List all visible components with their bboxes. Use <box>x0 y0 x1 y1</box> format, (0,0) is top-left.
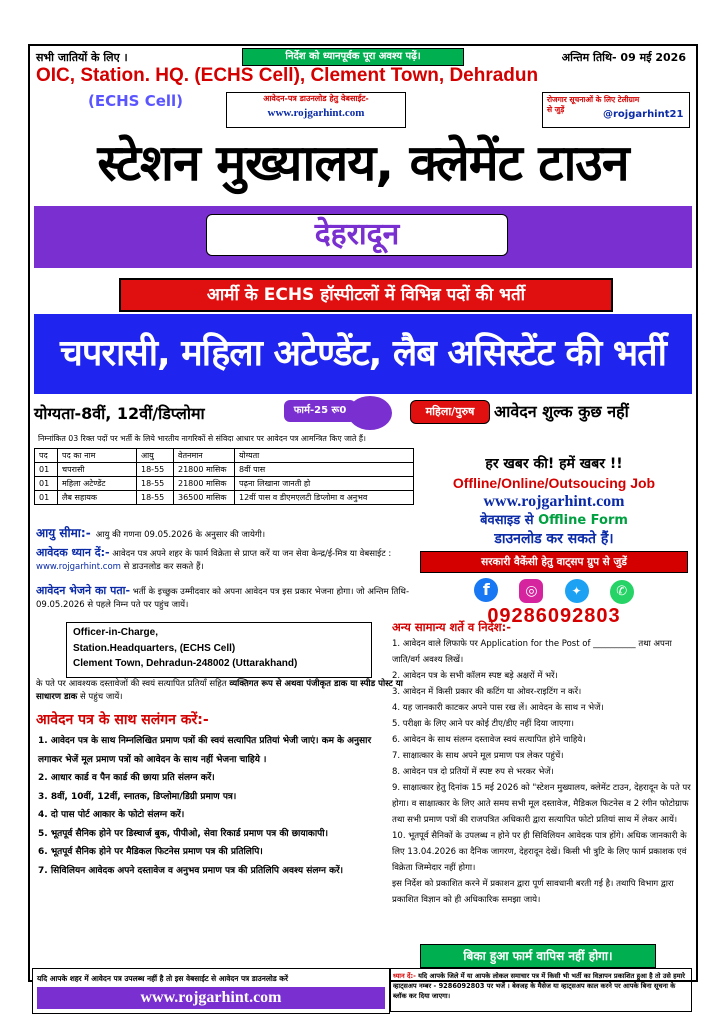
table-cell: लैब सहायक <box>58 491 137 505</box>
age-limit-section <box>36 522 412 541</box>
list-item: इस निर्देश को प्रकाशित करने में प्रकाशन द्वारा पूर्ण सावधानी बरती गई है। तथापि विभाग द्वारा प्रकाशित विज्ञान को ही अधिकारिक समझा जाये। <box>392 879 674 905</box>
intro-line: निम्नांकित 03 रिक्त पदों पर भर्ती के लिये भारतीय नागरिकों से संविदा आधार पर आवेदन पत्र आमन्त्रित किए जाते हैं। <box>38 434 366 443</box>
form-fee: फार्म-25 रू0 <box>284 400 356 422</box>
table-cell: 8वीं पास <box>235 463 414 477</box>
list-item: 2. आधार कार्ड व पैन कार्ड की छाया प्रति संलग्न करें। <box>38 773 215 783</box>
table-cell: 01 <box>35 477 58 491</box>
notice-frame <box>28 44 698 1006</box>
last-date: अन्तिम तिथि- 09 मई 2026 <box>561 51 686 64</box>
table-cell: चपरासी <box>58 463 137 477</box>
address-intro <box>36 584 412 612</box>
telegram-box <box>542 92 690 128</box>
table-cell: 18-55 <box>137 463 174 477</box>
table-row <box>35 477 414 491</box>
list-item: 3. 8वीं, 10वीं, 12वीं, स्नातक, डिप्लोमा/डिग्री प्रमाण पत्र। <box>38 791 237 802</box>
twitter-icon[interactable]: ✦ <box>565 579 589 603</box>
address-after-b: व्यक्तिगत रूप से अथवा पंजीकृत डाक या स्पीड पोस्ट या साधारण डाक <box>36 679 403 702</box>
list-item: 9. साक्षात्कार हेतु दिनांक 15 मई 2026 को "स्टेशन मुख्यालय, क्लेमेंट टाउन, देहरादून के पते पर होगा। व साक्षात्कार के लिए आते समय सभी मूल दस्तावेज, मैडिकल फिटनेस व 2 रंगीन फोटोग्राफ तथा सभी प्रमाण पत्रों की राजपत्रित अधिकारी द्वारा सत्यापित फोटो प्रतियां साथ में लेकर आयें। <box>392 783 691 825</box>
applicant-note-label: आवेदक ध्यान दें:- <box>36 546 110 559</box>
org-english: OIC, Station. HQ. (ECHS Cell), Clement Town, Dehradun <box>36 65 539 86</box>
footer-website[interactable]: www.rojgarhint.com <box>37 987 385 1009</box>
table-cell: 01 <box>35 491 58 505</box>
promo-line4: डाउनलोड कर सकते हैं। <box>494 531 614 547</box>
address-after-a: के पते पर आवश्यक दस्तावेजों की स्वयं सत्यापित प्रतियाँ सहित <box>36 679 227 689</box>
promo-line1: हर खबर की! हमें खबर !! <box>485 456 623 472</box>
download-website[interactable]: www.rojgarhint.com <box>267 107 365 119</box>
table-cell: पढ़ना लिखाना जानती हो <box>235 477 414 491</box>
table-row <box>35 491 414 505</box>
table-header: योग्यता <box>235 449 414 463</box>
conditions-list <box>392 636 692 908</box>
telegram-label: रोजगार सूचनाओं के लिए टेलीग्राम से जुड़ें <box>547 95 640 114</box>
for-all-castes: सभी जातियों के लिए । <box>36 51 128 64</box>
download-box <box>226 92 406 128</box>
instruction-banner: निर्देश को ध्यानपूर्वक पूरा अवश्य पढ़ें। <box>242 48 464 66</box>
download-label: आवेदन-पत्र डाउनलोड हेतु वेबसाईट- <box>263 94 369 103</box>
table-cell: महिला अटेण्डेंट <box>58 477 137 491</box>
purple-dot <box>348 396 392 430</box>
table-header: आयु <box>137 449 174 463</box>
list-item: 1. आवेदन पत्र के साथ निम्नलिखित प्रमाण पत्रों की स्वयं सत्यापित प्रतियां भेजी जाएं। कम के अनुसार लगाकर भेजें मूल प्रमाण पत्रों को आवेदन के साथ नहीं भेजना चाहिये । <box>38 736 372 765</box>
table-header: वेतनमान <box>174 449 235 463</box>
footer-note: यदि आपके शहर में आवेदन पत्र उपलब्ध नहीं है तो इस वेबसाईट से आवेदन पत्र डाउनलोड करें <box>37 974 288 983</box>
gender: महिला/पुरुष <box>410 400 490 424</box>
list-item: 4. यह जानकारी काटकर अपने पास रख लें। आवेदन के साथ न भेजें। <box>392 703 604 713</box>
whatsapp-banner[interactable]: सरकारी वैकेंसी हेतु वाट्सप ग्रुप से जुडें <box>420 551 688 573</box>
address-line: Clement Town, Dehradun-248002 (Uttarakhand) <box>73 658 298 669</box>
promo-website[interactable]: www.rojgarhint.com <box>483 493 625 510</box>
list-item: 5. परीक्षा के लिए आने पर कोई टीए/डीए नहीं दिया जाएगा। <box>392 719 574 729</box>
list-item: 7. सिविलियन आवेदक अपने दस्तावेज व अनुभव प्रमाण पत्र की प्रतिलिपि अवश्य संलग्न करें। <box>38 865 344 876</box>
posts-table <box>34 448 414 505</box>
not-returned-banner: बिका हुआ फार्म वापिस नहीं होगा। <box>420 944 656 968</box>
table-cell: 36500 मासिक <box>174 491 235 505</box>
whatsapp-icon[interactable]: ✆ <box>610 580 634 604</box>
promo-line3b: Offline Form <box>538 513 628 528</box>
list-item: 5. भूतपूर्व सैनिक होने पर डिस्चार्ज बुक, पीपीओ, सेवा रिकार्ड प्रमाण पत्र की छायाकापी। <box>38 828 329 839</box>
address-text: भर्ती के इच्छुक उम्मीदवार को अपना आवेदन पत्र इस प्रकार भेजना होगा। जो अन्तिम तिथि- 09.05.2026 से पहले निम्न पते पर पहुंच जायें। <box>36 587 410 610</box>
applicant-note-text2: से डाउनलोड कर सकते हैं। <box>123 562 204 572</box>
promo-box <box>418 448 690 627</box>
attention-label: ध्यान दें:- <box>393 972 416 980</box>
promo-line3a: बेवसाइड से <box>480 513 534 528</box>
city-name: देहरादून <box>206 214 508 256</box>
address-line: Station.Headquarters, (ECHS Cell) <box>73 642 236 654</box>
no-fee: आवेदन शुल्क कुछ नहीं <box>494 402 629 421</box>
address-box <box>66 622 372 678</box>
conditions-heading: अन्य सामान्य शर्ते व निर्देश:- <box>392 620 511 634</box>
list-item: 10. भूतपूर्व सैनिकों के उपलब्ध न होने पर ही सिविलियन आवेदक पात्र होंगे। अधिक जानकारी के लिए 13.04.2026 का दैनिक जागरण, देहरादून देखें। किसी भी त्रुटि के लिए फार्म प्रकाशक एवं विक्रेता जिम्मेदार नहीं होगा। <box>392 831 687 873</box>
list-item: 8. आवेदन पत्र दो प्रतियों में स्पष्ट रुप से भरकर भेजें। <box>392 767 554 777</box>
address-line: Officer-in-Charge, <box>73 627 159 638</box>
table-cell: 12वीं पास व डीएमएलटी डिप्लोमा व अनुभव <box>235 491 414 505</box>
promo-line2: Offline/Online/Outsoucing Job <box>452 475 656 491</box>
posts-banner: चपरासी, महिला अटेण्डेंट, लैब असिस्टेंट की भर्ती <box>34 314 692 394</box>
table-header: पद <box>35 449 58 463</box>
city-band <box>34 206 692 268</box>
applicant-note-site[interactable]: www.rojgarhint.com <box>36 562 121 572</box>
list-item: 6. आवेदन के साथ संलग्न दस्तावेज स्वयं सत्यापित होने चाहिये। <box>392 735 586 745</box>
list-item: 2. आवेदन पत्र के सभी कॉलम स्पष्ट बड़े अक्षरों में भरें। <box>392 671 558 681</box>
address-after-c: से पहुंच जायें। <box>79 692 123 702</box>
list-item: 6. भूतपूर्व सैनिक होने पर मैडिकल फिटनेस प्रमाण पत्र की प्रतिलिपि। <box>38 847 263 857</box>
address-after <box>36 678 412 704</box>
table-header: पद का नाम <box>58 449 137 463</box>
qualification: योग्यता-8वीं, 12वीं/डिप्लोमा <box>34 404 205 423</box>
applicant-note <box>36 546 412 574</box>
list-item: 7. साक्षात्कार के साथ अपने मूल प्रमाण पत्र लेकर पहुंचें। <box>392 751 564 761</box>
attach-list <box>38 732 398 880</box>
footer-left <box>32 968 390 1014</box>
table-cell: 18-55 <box>137 477 174 491</box>
list-item: 3. आवेदन में किसी प्रकार की कटिंग या ओवर-राइटिंग न करें। <box>392 687 582 697</box>
table-cell: 21800 मासिक <box>174 463 235 477</box>
address-label: आवेदन भेजने का पता- <box>36 584 131 597</box>
attention-text: यदि आपके जिले में या आपके लोकल समाचार पत्र में किसी भी भर्ती का विज्ञापन प्रकाशित हुआ है तो उसे हमारे व्हाट्सअप नम्बर - 9286092803 पर भजें । बेवजह के मैसेज या व्हाट्सअप काल करने पर आपके बिना सूचना के ब्लॉक कर दिया जाएगा। <box>393 972 685 1000</box>
table-cell: 18-55 <box>137 491 174 505</box>
facebook-icon[interactable]: f <box>474 578 498 602</box>
echs-cell-label: (ECHS Cell) <box>88 92 184 110</box>
table-cell: 21800 मासिक <box>174 477 235 491</box>
telegram-handle[interactable]: @rojgarhint21 <box>603 109 684 120</box>
table-row <box>35 463 414 477</box>
attach-heading: आवेदन पत्र के साथ सलंगन करें:- <box>36 712 209 728</box>
subtitle-banner: आर्मी के ECHS हॉस्पीटलों में विभिन्न पदों की भर्ती <box>119 278 613 312</box>
table-header-row <box>35 449 414 463</box>
list-item: 1. आवेदन वाले लिफाफे पर Application for the Post of __________ तथा अपना जाति/वर्ग अवश्य लिखें। <box>392 639 672 665</box>
phone-number[interactable]: 09286092803 <box>487 605 621 627</box>
age-limit-text: आयु की गणना 09.05.2026 के अनुसार की जायेगी। <box>95 530 266 540</box>
instagram-icon[interactable]: ◎ <box>519 579 543 603</box>
list-item: 4. दो पास पोर्ट आकार के फोटो संलग्न करें। <box>38 810 185 820</box>
main-title: स्टेशन मुख्यालय, क्लेमेंट टाउन <box>97 134 629 192</box>
applicant-note-text1: आवेदन पत्र अपने शहर के फार्म विक्रेता से प्राप्त करें या जन सेवा केन्द्र/ई-मित्र या वेबसाईट : <box>112 549 392 559</box>
table-cell: 01 <box>35 463 58 477</box>
social-icons <box>418 578 690 604</box>
footer-attention <box>390 968 692 1012</box>
age-limit-label: आयु सीमा:- <box>36 526 91 540</box>
